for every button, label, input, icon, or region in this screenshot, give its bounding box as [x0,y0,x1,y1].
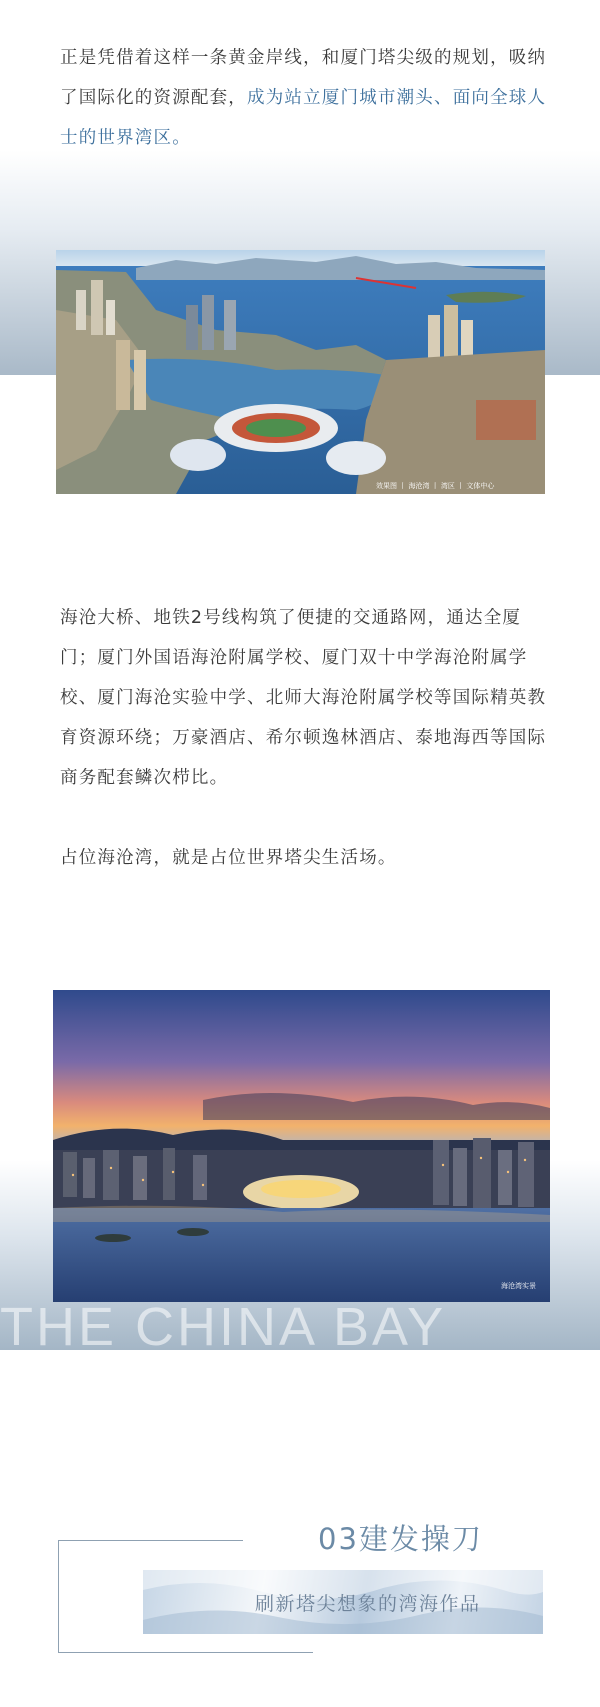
closing-statement: 占位海沧湾，就是占位世界塔尖生活场。 [60,848,397,868]
frame-line-left [58,1540,59,1652]
frame-line-top [58,1540,243,1541]
sunset-bay-illustration [53,990,550,1302]
aerial-bay-illustration [56,250,545,494]
sunset-bay-photo [53,990,550,1302]
watermark-text: THE CHINA BAY [0,1297,447,1357]
aerial-photo-caption: 效果图 丨 海沧湾 丨 湾区 丨 文体中心 [376,482,495,490]
section-subtitle: 刷新塔尖想象的湾海作品 [255,1593,481,1615]
intro-highlight: 成为站立厦门城市潮头、面向全球人士的世界湾区。 [60,88,547,148]
intro-paragraph [60,38,550,158]
sunset-photo-caption: 海沧湾实景 [501,1282,536,1290]
intro-text: 正是凭借着这样一条黄金岸线，和厦门塔尖级的规划，吸纳了国际化的资源配套， [60,48,547,108]
aerial-bay-photo [56,250,545,494]
section-title: 03建发操刀 [318,1522,483,1556]
facilities-paragraph: 海沧大桥、地铁2号线构筑了便捷的交通路网，通达全厦门；厦门外国语海沧附属学校、厦门双十中学海沧附属学校、厦门海沧实验中学、北师大海沧附属学校等国际精英教育资源环绕；万豪酒店、希尔顿逸林酒店、泰地海西等国际商务配套鳞次栉比。 [60,608,547,788]
frame-line-bottom [58,1652,313,1653]
